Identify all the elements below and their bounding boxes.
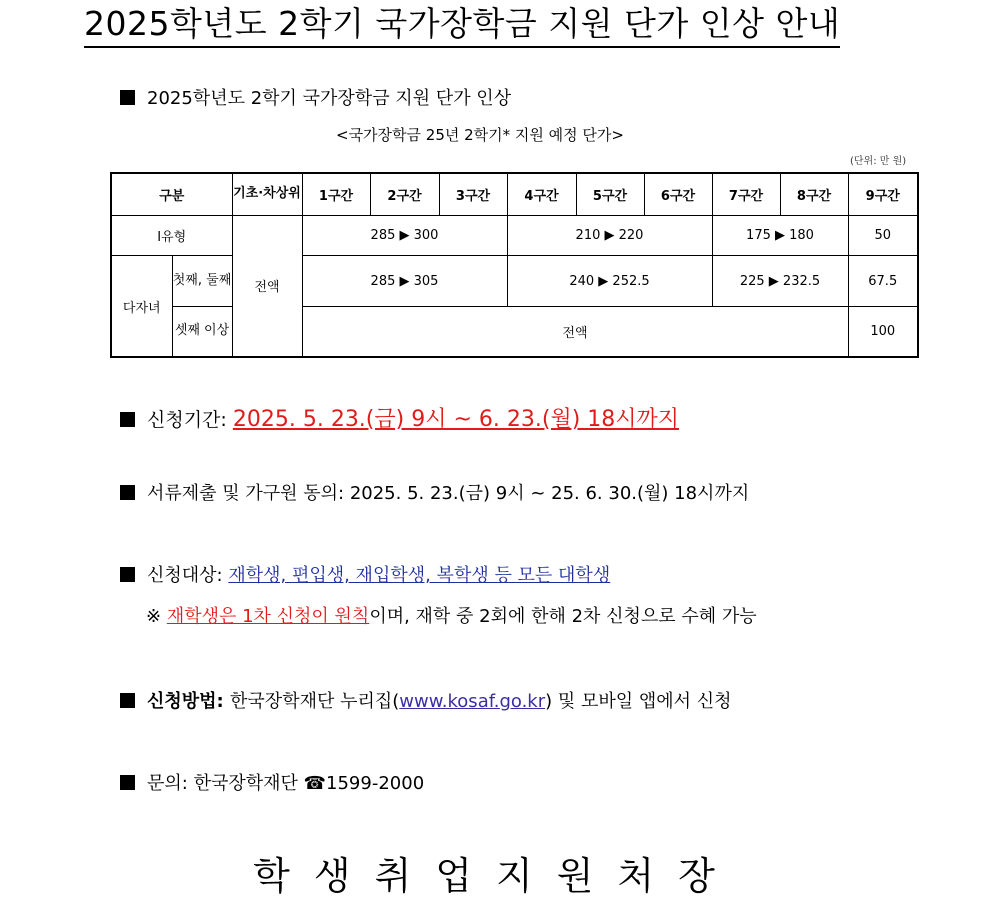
square-bullet-icon xyxy=(120,775,135,790)
row-label-third-plus: 셋째 이상 xyxy=(172,306,232,357)
cell-type1-g4-6: 210 ▶ 220 xyxy=(507,215,712,255)
issuer-signature: 학생취업지원처장 xyxy=(253,854,739,898)
target-label: 신청대상: xyxy=(147,565,229,586)
header-g2: 2구간 xyxy=(370,173,439,215)
header-g6: 6구간 xyxy=(644,173,712,215)
header-g1: 1구간 xyxy=(302,173,370,215)
cell-type1-g1-3: 285 ▶ 300 xyxy=(302,215,507,255)
note-highlight: 재학생은 1차 신청이 원칙 xyxy=(166,606,370,627)
section-method xyxy=(120,689,732,715)
header-category: 구분 xyxy=(111,173,232,215)
page-title: 2025학년도 2학기 국가장학금 지원 단가 인상 안내 xyxy=(84,4,840,48)
row-label-multichild: 다자녀 xyxy=(111,256,172,357)
square-bullet-icon xyxy=(120,693,135,708)
cell-first-g4-6: 240 ▶ 252.5 xyxy=(507,256,712,307)
section-support-increase xyxy=(120,86,511,112)
header-g9: 9구간 xyxy=(848,173,918,215)
cell-first-g1-3: 285 ▶ 305 xyxy=(302,256,507,307)
scholarship-rate-table xyxy=(110,172,919,358)
row-label-type1: Ⅰ유형 xyxy=(111,215,232,255)
kosaf-link[interactable]: www.kosaf.go.kr xyxy=(399,691,546,712)
contact-label: 문의: xyxy=(147,773,194,794)
square-bullet-icon xyxy=(120,412,135,427)
section-target xyxy=(120,563,610,589)
section-apply-period xyxy=(120,404,679,436)
header-g5: 5구간 xyxy=(576,173,644,215)
cell-basic-full: 전액 xyxy=(232,215,302,357)
method-text-after: ) 및 모바일 앱에서 신청 xyxy=(545,691,732,712)
cell-first-g7-8: 225 ▶ 232.5 xyxy=(712,256,848,307)
header-g7: 7구간 xyxy=(712,173,780,215)
documents-text: 서류제출 및 가구원 동의: 2025. 5. 23.(금) 9시 ~ 25. 6. 30.(월) 18시까지 xyxy=(147,483,750,504)
cell-type1-g7-8: 175 ▶ 180 xyxy=(712,215,848,255)
apply-period-label: 신청기간: xyxy=(147,409,233,431)
header-g4: 4구간 xyxy=(507,173,576,215)
square-bullet-icon xyxy=(120,485,135,500)
header-g3: 3구간 xyxy=(439,173,507,215)
method-label: 신청방법: xyxy=(147,691,231,712)
row-label-first-second: 첫째, 둘째 xyxy=(172,256,232,307)
target-note xyxy=(146,604,757,630)
table-unit: (단위: 만 원) xyxy=(850,156,907,167)
note-rest: 이며, 재학 중 2회에 한해 2차 신청으로 수혜 가능 xyxy=(369,606,757,627)
cell-type1-g9: 50 xyxy=(848,215,918,255)
section-heading: 2025학년도 2학기 국가장학금 지원 단가 인상 xyxy=(147,88,512,109)
table-caption: <국가장학금 25년 2학기* 지원 예정 단가> xyxy=(336,126,624,144)
method-text-before: 한국장학재단 누리집( xyxy=(230,691,400,712)
cell-first-g9: 67.5 xyxy=(848,256,918,307)
target-value: 재학생, 편입생, 재입학생, 복학생 등 모든 대학생 xyxy=(228,565,611,586)
section-contact xyxy=(120,771,424,797)
note-mark: ※ xyxy=(146,606,167,627)
square-bullet-icon xyxy=(120,567,135,582)
square-bullet-icon xyxy=(120,90,135,105)
section-documents xyxy=(120,481,749,507)
cell-third-g9: 100 xyxy=(848,306,918,357)
header-g8: 8구간 xyxy=(780,173,848,215)
contact-value: 한국장학재단 ☎1599-2000 xyxy=(193,773,425,794)
apply-period-value: 2025. 5. 23.(금) 9시 ~ 6. 23.(월) 18시까지 xyxy=(232,407,680,432)
cell-third-g1-8: 전액 xyxy=(302,306,848,357)
header-basic: 기초·차상위 xyxy=(232,173,302,215)
